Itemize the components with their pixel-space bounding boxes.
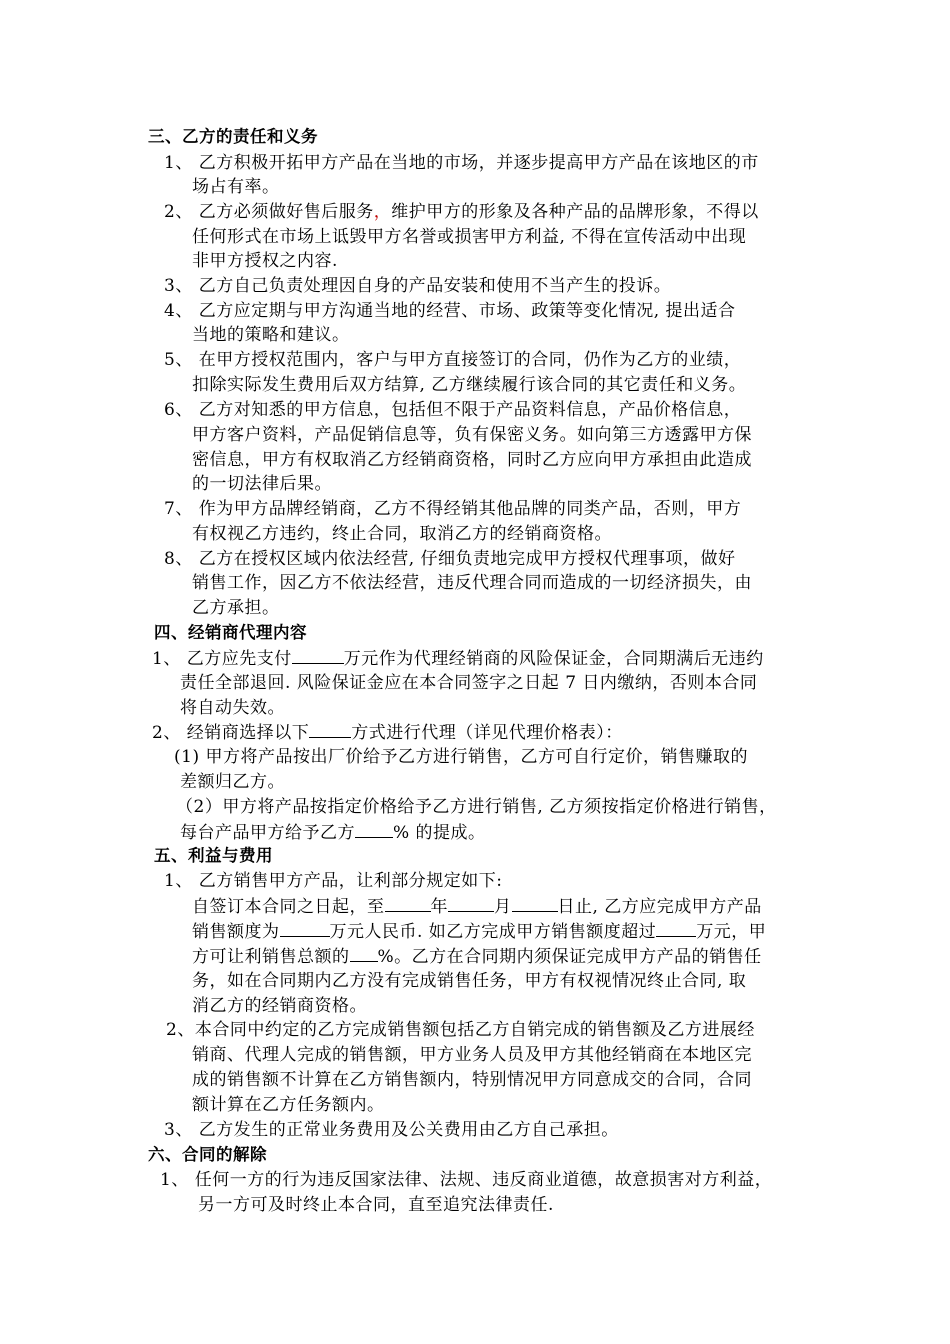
s3-item6-line2: 甲方客户资料，产品促销信息等，负有保密义务。如向第三方透露甲方保: [192, 425, 752, 445]
section-5-heading: 五、利益与费用: [154, 846, 273, 865]
s6-item1-line1: 1、 任何一方的行为违反国家法律、法规、违反商业道德，故意损害对方利益，: [160, 1170, 773, 1190]
s4-option1-line2: 差额归乙方。: [180, 772, 285, 792]
s3-item4-line1: 4、 乙方应定期与甲方沟通当地的经营、市场、政策等变化情况, 提出适合: [164, 301, 736, 321]
s5-item3: 3、 乙方发生的正常业务费用及公关费用由乙方自己承担。: [164, 1120, 619, 1140]
excess-amount-blank[interactable]: [656, 919, 696, 937]
s3-item6-line4: 的一切法律后果。: [192, 474, 332, 494]
s3-item2-line2: 任何形式在市场上诋毁甲方名誉或损害甲方利益, 不得在宣传活动中出现: [192, 227, 747, 247]
s5-item2-line1: 2、本合同中约定的乙方完成销售额包括乙方自销完成的销售额及乙方进展经: [166, 1020, 755, 1040]
s3-item8-line1: 8、 乙方在授权区域内依法经营, 仔细负责地完成甲方授权代理事项，做好: [164, 549, 736, 569]
s5-item1: 1、 乙方销售甲方产品，让利部分规定如下:: [164, 871, 503, 891]
s3-item6-line1: 6、 乙方对知悉的甲方信息，包括但不限于产品资料信息，产品价格信息，: [164, 400, 742, 420]
s3-item5-line2: 扣除实际发生费用后双方结算, 乙方继续履行该合同的其它责任和义务。: [192, 375, 747, 395]
s3-item1-line2: 场占有率。: [192, 177, 280, 197]
s3-item7-line2: 有权视乙方违约，终止合同，取消乙方的经销商资格。: [192, 524, 612, 544]
section-4-heading: 四、经销商代理内容: [154, 623, 307, 642]
s3-item7-line1: 7、 作为甲方品牌经销商，乙方不得经销其他品牌的同类产品，否则，甲方: [164, 499, 742, 519]
agency-method-blank[interactable]: [309, 720, 351, 738]
s3-item5-line1: 5、 在甲方授权范围内，客户与甲方直接签订的合同，仍作为乙方的业绩，: [164, 350, 742, 370]
s5-item1-line3: 方可让利销售总额的 %。乙方在合同期内须保证完成甲方产品的销售任: [192, 944, 762, 969]
s3-item6-line3: 密信息，甲方有权取消乙方经销商资格，同时乙方应向甲方承担由此造成: [192, 450, 752, 470]
s5-item1-line2: 销售额度为 万元人民币. 如乙方完成甲方销售额度超过 万元，甲: [192, 919, 766, 944]
s3-item2-line1: 2、 乙方必须做好售后服务，维护甲方的形象及各种产品的品牌形象，不得以: [164, 202, 759, 222]
s3-item1-line1: 1、 乙方积极开拓甲方产品在当地的市场，并逐步提高甲方产品在该地区的市: [164, 153, 759, 173]
s4-item1-line1: 1、 乙方应先支付 万元作为代理经销商的风险保证金，合同期满后无违约: [152, 646, 764, 671]
s5-item1-line4: 务，如在合同期内乙方没有完成销售任务，甲方有权视情况终止合同, 取: [192, 971, 747, 991]
s4-item1-line3: 将自动失效。: [180, 698, 285, 718]
s3-item2-line3: 非甲方授权之内容.: [192, 251, 338, 271]
s5-item1-line1: 自签订本合同之日起，至 年 月 日止, 乙方应完成甲方产品: [192, 894, 762, 919]
end-year-blank[interactable]: [385, 894, 431, 912]
s4-item2: 2、 经销商选择以下 方式进行代理（详见代理价格表）：: [152, 720, 623, 745]
s6-item1-line2: 另一方可及时终止本合同，直至追究法律责任.: [198, 1195, 554, 1215]
s4-option2-line1: （2）甲方将产品按指定价格给予乙方进行销售, 乙方须按指定价格进行销售，: [176, 797, 777, 817]
s3-item8-line3: 乙方承担。: [192, 598, 280, 618]
s3-item3: 3、 乙方自己负责处理因自身的产品安装和使用不当产生的投诉。: [164, 276, 672, 296]
s3-item4-line2: 当地的策略和建议。: [192, 325, 350, 345]
deposit-amount-blank[interactable]: [292, 646, 344, 664]
sales-quota-blank[interactable]: [280, 919, 330, 937]
s4-option1-line1: (1) 甲方将产品按出厂价给予乙方进行销售，乙方可自行定价，销售赚取的: [174, 747, 748, 767]
s4-item1-line2: 责任全部退回. 风险保证金应在本合同签字之日起 7 日内缴纳，否则本合同: [180, 673, 758, 693]
end-day-blank[interactable]: [512, 894, 558, 912]
s5-item2-line4: 额计算在乙方任务额内。: [192, 1095, 385, 1115]
s4-option2-line2: 每台产品甲方给予乙方 % 的提成。: [180, 820, 486, 845]
section-6-heading: 六、合同的解除: [148, 1145, 267, 1164]
s3-item8-line2: 销售工作，因乙方不依法经营，违反代理合同而造成的一切经济损失，由: [192, 573, 752, 593]
s5-item1-line5: 消乙方的经销商资格。: [192, 996, 367, 1016]
section-3-heading: 三、乙方的责任和义务: [148, 127, 318, 146]
s5-item2-line3: 成的销售额不计算在乙方销售额内，特别情况甲方同意成交的合同，合同: [192, 1070, 752, 1090]
end-month-blank[interactable]: [448, 894, 494, 912]
commission-blank[interactable]: [355, 820, 393, 838]
rebate-percent-blank[interactable]: [350, 944, 378, 962]
s5-item2-line2: 销商、代理人完成的销售额，甲方业务人员及甲方其他经销商在本地区完: [192, 1045, 752, 1065]
